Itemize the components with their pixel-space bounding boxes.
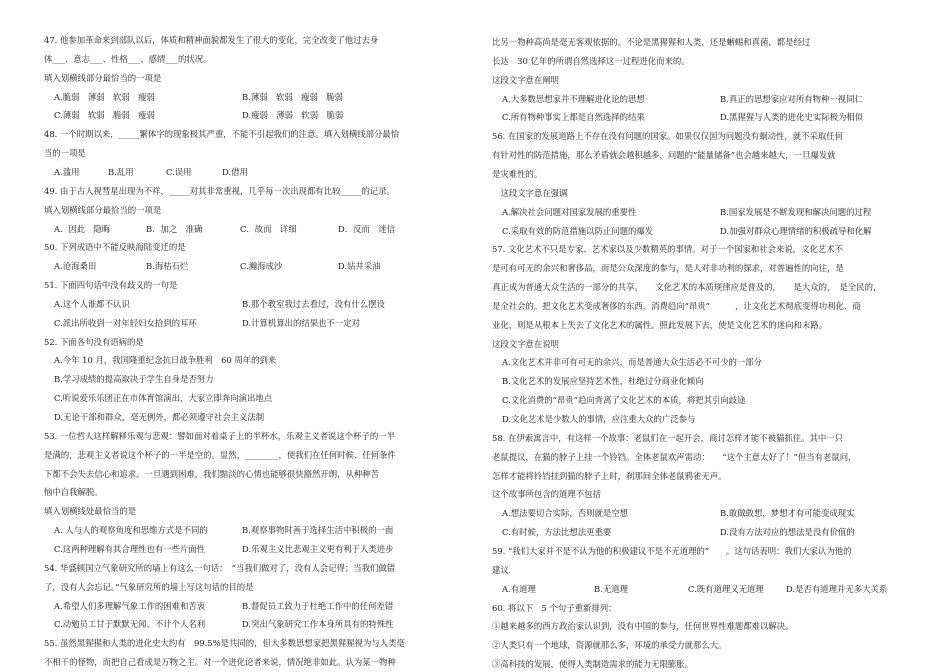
left-line: 体___、意志___、性格___、感情___的状况。 xyxy=(44,53,212,64)
left-line: C.听说爱乐乐团正在市体育馆演出，大家立即奔向演出地点 xyxy=(54,393,273,404)
left-line: 54. 华盛顿国立气象研究所的墙上有这么一句话： “当我们做对了，没有人会记得；当我们做错 xyxy=(44,562,396,573)
answer-option: A.滥用 xyxy=(54,166,80,177)
right-line: 业化，则是从根本上失去了文化艺术的属性。照此发展下去，使是文化艺术的迷向和末路。 xyxy=(492,319,827,330)
left-line: 47. 他参加革命来到部队以后，体质和精神面貌都发生了很大的变化，完全改变了他过去身 xyxy=(44,35,379,45)
left-line: 填入划横线部分最恰当的一项是 xyxy=(44,204,162,215)
answer-option: D.计算机算出的结果也不一定对 xyxy=(242,317,360,328)
answer-option: B.那个教室我过去看过，没有什么摆设 xyxy=(242,298,385,309)
left-line: A.今年 10 月，我国隆重纪念抗日战争胜利 60 周年的到来 xyxy=(54,355,277,366)
answer-option: A.这个人谁都不认识 xyxy=(54,298,130,309)
right-line: B.文化艺术的发展应坚持艺术性，杜绝过分商业化倾向 xyxy=(502,376,704,387)
answer-option: A. 人与人的观察角度和思维方式是不同的 xyxy=(54,525,208,536)
right-line: ②人类只有一个地球，资源就那么多，环境的承受力就那么大。 xyxy=(492,640,727,651)
right-line: A.文化艺术并非可有可无的余兴，而是普通大众生活必不可少的一部分 xyxy=(502,357,762,368)
right-line: 这段文字意在阐明 xyxy=(492,74,559,85)
answer-option: B.督促员工致力于杜绝工作中的任何差错 xyxy=(242,600,394,611)
answer-option: D.是否有道理并无多大关系 xyxy=(786,583,888,594)
right-line: 59. “我们大家并不是不认为他的积极建议不是不无道理的” 。这句话表明：我们大家认为他的 xyxy=(492,545,852,556)
right-line: 是可有可无的余兴和奢侈品，而是公众深度的参与，是人对非功利的探求，对普遍性的向往，是 xyxy=(492,263,844,274)
left-line: 48. 一个时期以来，_____繁体字的现象极其严重，不能不引起我们的注意。填入划横线部分最恰 xyxy=(44,129,400,140)
right-line: 56. 在国家的发展道路上不存在没有问题的国家。如果仅仅因为问题没有蜗动性，就不采取任何 xyxy=(492,131,843,142)
answer-option: A.有道理 xyxy=(502,583,536,594)
answer-option: D.突出气象研究工作本身所具有的特殊性 xyxy=(242,619,394,630)
left-line: 53. 一位哲人这样解释乐观与悲观：譬如面对着桌子上的半杯水，乐观主义者说这个杯子的一半 xyxy=(44,430,395,441)
answer-option: C.瀚海成沙 xyxy=(240,261,283,272)
answer-option: B.乱用 xyxy=(108,166,134,177)
right-line: C.文化消费的“昂贵”趋向背离了文化艺术的本质，将把其引向歧途 xyxy=(502,395,746,406)
left-line: 49. 由于古人视彗星出现为不祥，_____对其非常重视，几乎每一次出现都有比较_____的记录。 xyxy=(44,185,395,196)
answer-option: A.解决社会问题对国家发展的重要性 xyxy=(502,206,637,217)
right-line: 这段文字意在说明 xyxy=(492,338,559,349)
answer-option: A．因此 隐晦 xyxy=(54,223,111,234)
left-line: 50. 下列成语中不能反映海陆变迁的是 xyxy=(44,242,186,253)
answer-option: A.沧海桑田 xyxy=(54,261,97,272)
right-line: 这个故事所包含的道理不包括 xyxy=(492,489,601,500)
right-line: 57. 文化艺术不只是专家、艺术家以及少数精英的事情。对于一个国家和社会来说，文化艺术不 xyxy=(492,244,843,255)
right-line: 建议 xyxy=(492,564,509,575)
left-line: 了，没有人会忘记。”气象研究所的墙上写这句话的目的是 xyxy=(44,581,254,592)
answer-option: A.想法要切合实际，否则就是空想 xyxy=(502,508,628,519)
left-line: D.无论干部和群众，毫无例外，都必须遵守社会主义法制 xyxy=(54,412,265,422)
answer-option: C.既有道理又无道理 xyxy=(688,583,764,594)
right-line: 60. 将以下 5 个句子重新排列： xyxy=(492,602,617,613)
right-line: ①越来越多的西方政治家认识到，没有中国的参与，任何世界性难题都难以解决。 xyxy=(492,621,794,632)
answer-option: C.动勉员工甘于默默无闻、不计个人名利 xyxy=(54,619,206,630)
left-line: 51. 下面四句话中没有歧义的一句是 xyxy=(44,280,178,291)
right-line: 真正成为普通大众生活的一部分的共享。 文化艺术的本质规律应是普及的， 是大众的， 是全民的， xyxy=(492,282,882,293)
answer-option: B.真正的思想家应对所有物种一视同仁 xyxy=(720,93,863,104)
right-line: 长达 30 亿年的所谓自然选择这一过程进化而来的。 xyxy=(492,55,690,66)
answer-option: D.黑猩猩与人类的进化史实际极为相似 xyxy=(720,112,864,123)
left-line: 55. 虽然黑猩猩和人类的进化史大约有 99.5%是共同的，但大多数思想家把黑猩猩视为与人类毫 xyxy=(44,638,405,649)
answer-option: C.采取有效的防范措施以防止问题的爆发 xyxy=(502,225,654,236)
answer-option: B.无道理 xyxy=(594,583,628,594)
right-column xyxy=(492,0,932,672)
answer-option: B.国家发展是不断发现和解决问题的过程 xyxy=(720,206,872,217)
answer-option: B．加之 准确 xyxy=(146,223,203,234)
answer-option: D.钻井采油 xyxy=(338,261,381,272)
answer-option: C.误用 xyxy=(166,166,192,177)
left-line: 52. 下面各句没有语病的是 xyxy=(44,336,144,347)
answer-option: D.借用 xyxy=(222,166,248,177)
right-line: 58. 在伊索寓言中，有这样一个故事：老鼠们在一起开会，商讨怎样才能不被猫抓住。其中一只 xyxy=(492,432,843,443)
answer-option: D.瘦弱 薄弱 软弱 脆弱 xyxy=(242,110,344,121)
answer-option: C.派出所收到一对年轻妇女拾到的耳环 xyxy=(54,317,197,328)
right-line: 比另一物种高尚是毫无客观依据的。不论是黑猩猩和人类，还是蜥蜴和真菌，都是经过 xyxy=(492,37,811,47)
right-line: 这段文字意在强调 xyxy=(492,187,568,198)
answer-option: D.加强对群众心理情绪的积极疏导和化解 xyxy=(720,225,872,236)
left-column xyxy=(44,0,484,672)
answer-option: A.大多数思想家并不理解进化论的思想 xyxy=(502,93,645,104)
answer-option: A.脆弱 薄弱 软弱 瘦弱 xyxy=(54,91,155,102)
answer-option: B.观察事物时善于选择生活中积极的一面 xyxy=(242,525,394,536)
left-line: 填入划横线处最恰当的是 xyxy=(44,506,137,517)
answer-option: D.乐观主义比悲观主义更有利于人类进步 xyxy=(242,543,394,554)
left-line: 填入划横线部分最恰当的一项是 xyxy=(44,72,162,83)
right-line: 是全社会的。把文化艺术变成奢侈的东西，消费趋向“昂贵” ，让文化艺术彻底变得功利化、商 xyxy=(492,300,861,311)
answer-option: C．故而 详细 xyxy=(240,223,297,234)
answer-option: C.有时候，方法比想法更重要 xyxy=(502,527,612,538)
left-line: 当的一项是 xyxy=(44,148,86,159)
answer-option: B.敢做敢想，梦想才有可能变成现实 xyxy=(720,508,855,519)
right-line: 有针对性的防范措施，那么矛盾就会越积越多，问题的“能量储备”也会越来越大，一旦爆发就 xyxy=(492,150,836,161)
right-line: 是灾难性的。 xyxy=(492,168,543,179)
answer-option: A.希望人们多理解气象工作的困难和苦衷 xyxy=(54,600,206,611)
right-line: 怎样才能将铃铛挂到猫的脖子上时，刹那间全体老鼠鸦雀无声。 xyxy=(492,470,727,481)
left-line: 恼中自我解脱。 xyxy=(44,487,103,498)
answer-option: C.所有物种事实上都是自然选择的结果 xyxy=(502,112,645,123)
left-line: B.学习成绩的提高取决于学生自身是否努力 xyxy=(54,374,214,385)
left-line: 不相干的怪物，而把自己看成是万物之主。对一个进化论者来说，情况绝非如此。认为某一物种 xyxy=(44,657,396,668)
answer-option: D.没有方法对应的想法是没有价值的 xyxy=(720,527,855,538)
left-line: 下都不会失去信心和追求。一旦遇到困难，我们黯淡的心情也能够很快豁然开朗，从种种苦 xyxy=(44,468,379,479)
right-line: 老鼠提议，在猫的脖子上挂一个铃铛。全体老鼠欢声雷动： “这个主意太好了！”但当有老鼠问， xyxy=(492,451,857,462)
right-line: D.文化艺术是少数人的事情，应注重大众的广泛参与 xyxy=(502,414,696,424)
answer-option: B.海枯石烂 xyxy=(146,261,189,272)
answer-option: D．反而 迷信 xyxy=(338,223,395,234)
answer-option: C.这两种理解有其合理性也有一些片面性 xyxy=(54,543,206,554)
answer-option: B.薄弱 软弱 瘦弱 脆弱 xyxy=(242,91,343,102)
left-line: 是满的，悲观主义者说这个杯子的一半是空的。显然，________，使我们在任何时候、任何条件 xyxy=(44,449,396,460)
right-line: ③高科技的发展，使得人类制造需求的能力无限膨胀。 xyxy=(492,659,693,670)
answer-option: C.薄弱 软弱 脆弱 瘦弱 xyxy=(54,110,155,121)
